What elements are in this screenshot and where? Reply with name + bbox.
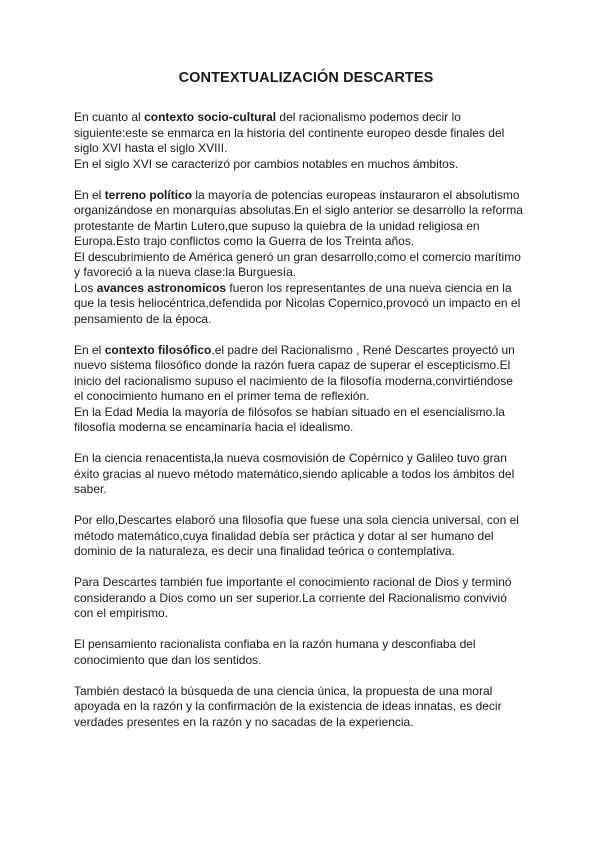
text-run: inicio del racionalismo supuso el nacimiento de la filosofía moderna,convirtiéndose bbox=[74, 373, 513, 388]
text-line bbox=[74, 296, 530, 312]
paragraph bbox=[74, 575, 530, 622]
text-run: considerando a Dios como un ser superior.La corriente del Racionalismo convivió bbox=[74, 590, 507, 605]
text-line bbox=[74, 250, 530, 266]
text-run: con el empirismo. bbox=[74, 606, 169, 620]
text-run: Los bbox=[74, 280, 97, 295]
text-line bbox=[74, 699, 530, 715]
document-body bbox=[74, 110, 530, 730]
text-line bbox=[74, 312, 530, 328]
paragraph bbox=[74, 188, 530, 328]
text-run: siguiente:este se enmarca en la historia del continente europeo desde finales del bbox=[74, 125, 505, 140]
text-run: ,el padre del Racionalismo , René Descartes proyectó un bbox=[211, 342, 515, 357]
text-run: método matemático,cuya finalidad debía ser práctica y dotar al ser humano del bbox=[74, 528, 494, 543]
text-line bbox=[74, 544, 530, 560]
text-line bbox=[74, 451, 530, 467]
paragraph bbox=[74, 637, 530, 668]
text-run: el conocimiento humano en el primer tema de reflexión. bbox=[74, 389, 370, 403]
text-line bbox=[74, 219, 530, 235]
text-run: En la ciencia renacentista,la nueva cosmovisión de Copérnico y Galileo tuvo gran bbox=[74, 451, 507, 465]
text-line bbox=[74, 606, 530, 622]
bold-term: avances astronomicos bbox=[96, 280, 227, 295]
bold-term: contexto filosófico bbox=[104, 342, 212, 357]
text-run: En el siglo XVI se caracterizó por cambios notables en muchos ámbitos. bbox=[74, 156, 459, 171]
text-line bbox=[74, 684, 530, 700]
text-line bbox=[74, 389, 530, 405]
text-line bbox=[74, 637, 530, 653]
document-title: CONTEXTUALIZACIÓN DESCARTES bbox=[178, 70, 434, 86]
text-run: del racionalismo podemos decir lo bbox=[276, 110, 461, 124]
text-run: conocimiento que dan los sentidos. bbox=[74, 652, 262, 667]
text-run: fueron los representantes de una nueva ciencia en la bbox=[226, 280, 512, 295]
paragraph bbox=[74, 451, 530, 498]
text-run: También destacó la búsqueda de una ciencia única, la propuesta de una moral bbox=[74, 683, 493, 698]
text-run: filosofía moderna se encaminaría hacia el idealismo. bbox=[74, 420, 354, 434]
text-line bbox=[74, 281, 530, 297]
text-run: protestante de Martin Lutero,que supuso la quiebra de la unidad religiosa en bbox=[74, 218, 480, 233]
text-run: éxito gracias al nuevo método matemático,siendo aplicable a todos los ámbitos del bbox=[74, 466, 515, 481]
text-line bbox=[74, 529, 530, 545]
text-run: Para Descartes también fue importante el conocimiento racional de Dios y terminó bbox=[74, 575, 512, 589]
text-line bbox=[74, 591, 530, 607]
text-line bbox=[74, 405, 530, 421]
text-line bbox=[74, 188, 530, 204]
text-run: organizándose en monarquías absolutas.En el siglo anterior se desarrollo la reforma bbox=[74, 203, 523, 217]
text-run: En la Edad Media la mayoría de filósofos se habían situado en el esencialismo.la bbox=[74, 404, 505, 419]
text-run: El descubrimiento de América generó un gran desarrollo,como el comercio marítimo bbox=[74, 249, 521, 264]
text-run: Por ello,Descartes elaboró una filosofía que fuese una sola ciencia universal, con el bbox=[74, 513, 519, 527]
text-line bbox=[74, 265, 530, 281]
text-line bbox=[74, 513, 530, 529]
text-run: nuevo sistema filosófico donde la razón fuera capaz de superar el escepticismo.El bbox=[74, 358, 511, 372]
paragraph bbox=[74, 513, 530, 560]
text-run: que la tesis heliocéntrica,defendida por Nicolas Copernico,provocó un impacto en el bbox=[74, 296, 521, 310]
text-run: verdades presentes en la razón y no sacadas de la experiencia. bbox=[74, 714, 414, 729]
paragraph bbox=[74, 684, 530, 731]
text-run: y favoreció a la nueva clase:la Burguesía. bbox=[74, 265, 297, 279]
text-line bbox=[74, 467, 530, 483]
text-run: apoyada en la razón y la confirmación de la existencia de ideas innatas, es decir bbox=[74, 699, 502, 713]
text-line bbox=[74, 482, 530, 498]
text-line bbox=[74, 110, 530, 126]
text-line bbox=[74, 343, 530, 359]
bold-term: contexto socio-cultural bbox=[144, 110, 277, 124]
text-run: la mayoría de potencias europeas instauraron el absolutismo bbox=[192, 187, 520, 202]
text-run: En el bbox=[74, 342, 105, 357]
text-run: En el bbox=[74, 187, 105, 202]
text-run: dominio de la naturaleza, es decir una finalidad teórica o contemplativa. bbox=[74, 544, 455, 558]
text-line bbox=[74, 715, 530, 731]
text-line bbox=[74, 157, 530, 173]
paragraph bbox=[74, 110, 530, 172]
bold-term: terreno político bbox=[104, 187, 193, 202]
text-line bbox=[74, 126, 530, 142]
paragraph bbox=[74, 343, 530, 436]
text-run: En cuanto al bbox=[74, 110, 145, 124]
text-line bbox=[74, 420, 530, 436]
text-run: saber. bbox=[74, 482, 107, 496]
text-line bbox=[74, 234, 530, 250]
text-run: El pensamiento racionalista confiaba en la razón humana y desconfiaba del bbox=[74, 637, 476, 651]
text-line bbox=[74, 374, 530, 390]
text-line bbox=[74, 203, 530, 219]
text-line bbox=[74, 141, 530, 157]
text-run: pensamiento de la época. bbox=[74, 311, 212, 326]
text-run: Europa.Esto trajo conflictos como la Guerra de los Treinta años. bbox=[74, 234, 415, 248]
text-run: siglo XVI hasta el siglo XVIII. bbox=[74, 141, 228, 155]
text-line bbox=[74, 358, 530, 374]
text-line bbox=[74, 653, 530, 669]
text-line bbox=[74, 575, 530, 591]
